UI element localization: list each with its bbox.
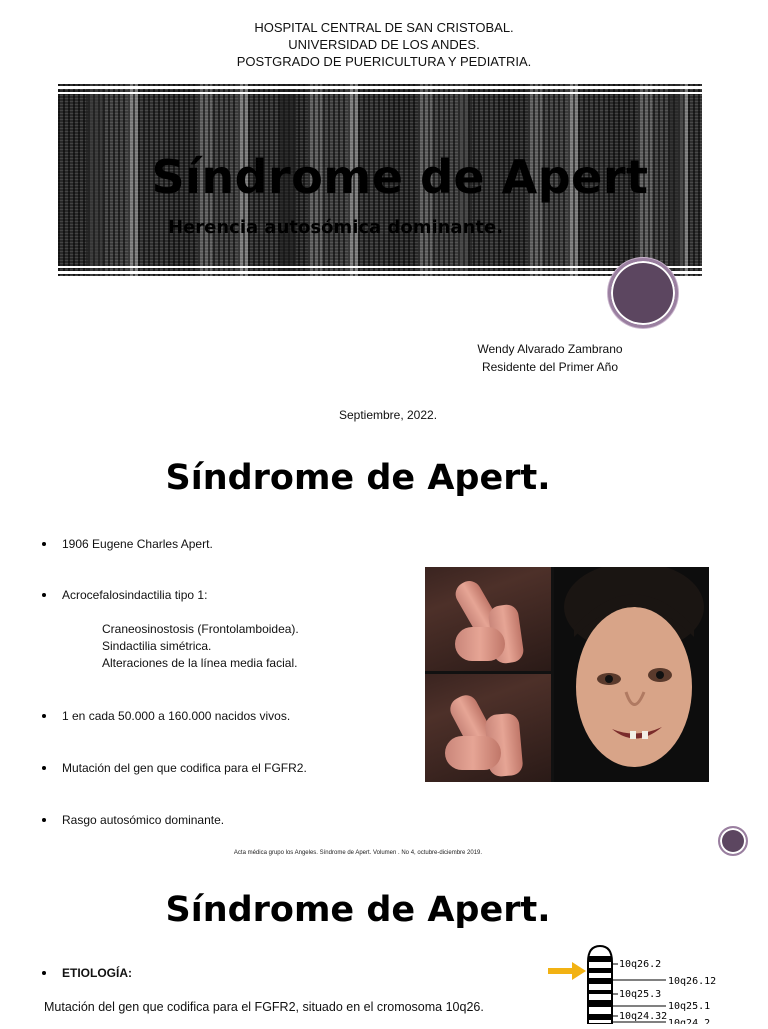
decorative-circle [718, 826, 748, 856]
band-label: 10q26.2 [619, 959, 662, 970]
presentation-date: Septiembre, 2022. [338, 408, 438, 422]
clinical-photos [425, 567, 709, 782]
hand-photo [425, 567, 551, 671]
title-slide [0, 0, 768, 432]
author-role: Residente del Primer Año [481, 360, 619, 374]
author-block [440, 340, 660, 376]
child-face-icon [554, 567, 709, 782]
band-label: 10q24.2 [668, 1018, 711, 1024]
decorative-circle [608, 258, 678, 328]
institution-line: HOSPITAL CENTRAL DE SAN CRISTOBAL. [254, 20, 514, 35]
institution-line: POSTGRADO DE PUERICULTURA Y PEDIATRIA. [236, 54, 532, 69]
slide2-title: Síndrome de Apert. [165, 458, 551, 498]
presentation-title: Síndrome de Apert [151, 150, 649, 204]
slide3-title: Síndrome de Apert. [165, 890, 551, 930]
chromosome-diagram [546, 942, 746, 1024]
band-label: 10q24.32 [619, 1011, 668, 1022]
sub-list-item: Sindactilia simétrica. [102, 639, 212, 653]
etiology-text: Mutación del gen que codifica para el FGFR2, situado en el cromosoma 10q26. [44, 1000, 484, 1014]
reference-citation: Acta médica grupo los Angeles. Síndrome de Apert. Volumen . No 4, octubre-diciembre 2019. [233, 850, 483, 856]
arrow-icon [548, 962, 586, 980]
institution-header [0, 19, 768, 70]
institution-line: UNIVERSIDAD DE LOS ANDES. [288, 37, 480, 52]
author-name: Wendy Alvarado Zambrano [477, 342, 623, 356]
sub-list-item: Alteraciones de la línea media facial. [102, 656, 298, 670]
presentation-subtitle: Herencia autosómica dominante. [168, 217, 504, 238]
sub-list-item: Craneosinostosis (Frontolamboidea). [102, 622, 299, 636]
band-label: 10q25.3 [619, 989, 662, 1000]
face-photo [554, 567, 709, 782]
band-label: 10q25.1 [668, 1001, 711, 1012]
hand-photo [425, 674, 551, 782]
band-label: 10q26.12 [668, 976, 717, 987]
